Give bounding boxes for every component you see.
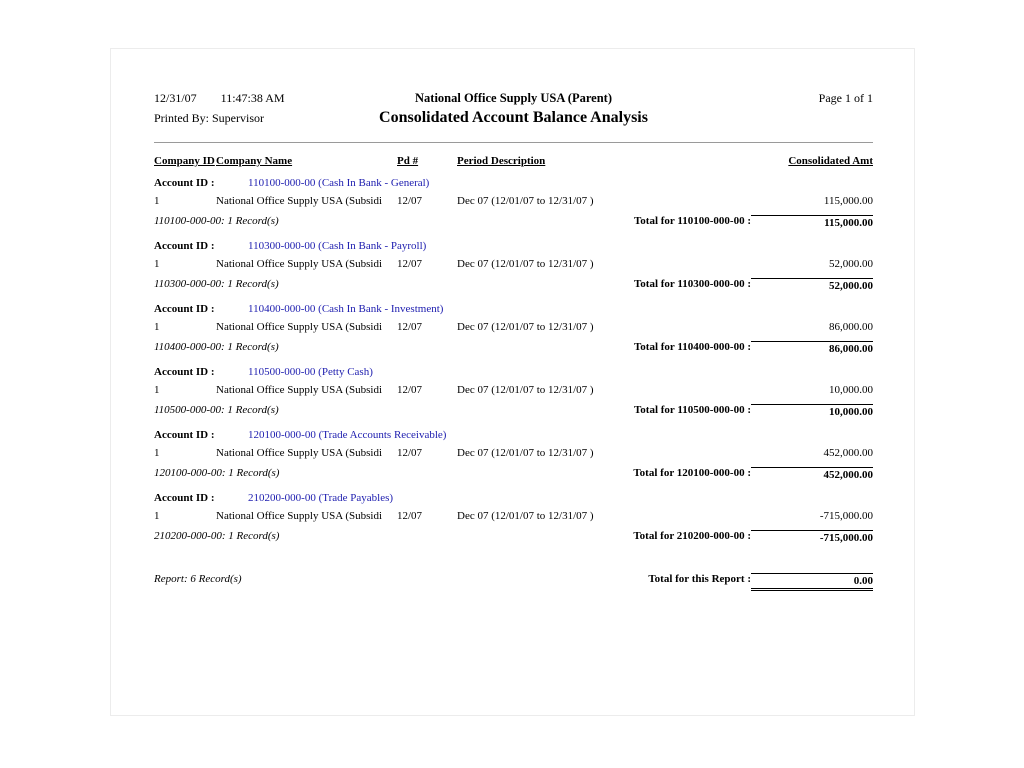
cell-company-id: 1 <box>154 510 160 522</box>
account-id-line <box>154 429 873 445</box>
report-datetime <box>154 91 344 106</box>
account-group <box>154 429 873 486</box>
cell-pd: 12/07 <box>397 195 423 207</box>
account-id-value: 110100-000-00 (Cash In Bank - General) <box>248 177 430 189</box>
group-record-count: 110500-000-00: 1 Record(s) <box>154 404 279 416</box>
cell-pd: 12/07 <box>397 258 423 270</box>
account-groups <box>154 177 873 549</box>
group-total-row <box>154 215 873 234</box>
cell-company-name: National Office Supply USA (Subsidi <box>216 195 383 207</box>
group-total-amount: 452,000.00 <box>751 467 873 481</box>
group-total-row <box>154 278 873 297</box>
account-id-label: Account ID : <box>154 240 215 252</box>
cell-period-description: Dec 07 (12/01/07 to 12/31/07 ) <box>457 195 594 207</box>
column-headers <box>154 155 873 171</box>
cell-company-id: 1 <box>154 258 160 270</box>
account-id-line <box>154 240 873 256</box>
col-header-period-description: Period Description <box>457 155 546 167</box>
report-content <box>154 91 873 591</box>
account-group <box>154 177 873 234</box>
cell-period-description: Dec 07 (12/01/07 to 12/31/07 ) <box>457 510 594 522</box>
group-total-row <box>154 530 873 549</box>
cell-company-id: 1 <box>154 384 160 396</box>
group-total-label: Total for 110400-000-00 : <box>633 341 751 353</box>
group-record-count: 110100-000-00: 1 Record(s) <box>154 215 279 227</box>
cell-pd: 12/07 <box>397 447 423 459</box>
account-id-value: 110300-000-00 (Cash In Bank - Payroll) <box>248 240 427 252</box>
cell-consolidated-amt: 452,000.00 <box>823 447 873 459</box>
account-id-line <box>154 366 873 382</box>
col-header-company-name: Company Name <box>216 155 293 167</box>
group-record-count: 210200-000-00: 1 Record(s) <box>154 530 280 542</box>
group-record-count: 110300-000-00: 1 Record(s) <box>154 278 279 290</box>
cell-company-id: 1 <box>154 447 160 459</box>
group-total-row <box>154 404 873 423</box>
cell-consolidated-amt: -715,000.00 <box>819 510 873 522</box>
account-id-value: 110400-000-00 (Cash In Bank - Investment) <box>248 303 444 315</box>
col-header-consolidated-amt: Consolidated Amt <box>788 155 873 167</box>
group-total-amount: 115,000.00 <box>751 215 873 229</box>
cell-consolidated-amt: 10,000.00 <box>829 384 873 396</box>
account-group <box>154 303 873 360</box>
cell-pd: 12/07 <box>397 384 423 396</box>
table-row <box>154 384 873 401</box>
account-id-value: 110500-000-00 (Petty Cash) <box>248 366 373 378</box>
cell-company-id: 1 <box>154 321 160 333</box>
account-id-value: 210200-000-00 (Trade Payables) <box>248 492 394 504</box>
group-total-label: Total for 210200-000-00 : <box>633 530 751 542</box>
group-total-label: Total for 110300-000-00 : <box>633 278 751 290</box>
cell-period-description: Dec 07 (12/01/07 to 12/31/07 ) <box>457 321 594 333</box>
cell-period-description: Dec 07 (12/01/07 to 12/31/07 ) <box>457 258 594 270</box>
group-record-count: 110400-000-00: 1 Record(s) <box>154 341 279 353</box>
cell-period-description: Dec 07 (12/01/07 to 12/31/07 ) <box>457 447 594 459</box>
cell-company-name: National Office Supply USA (Subsidi <box>216 321 383 333</box>
cell-company-id: 1 <box>154 195 160 207</box>
cell-pd: 12/07 <box>397 321 423 333</box>
cell-company-name: National Office Supply USA (Subsidi <box>216 447 383 459</box>
group-total-amount: 86,000.00 <box>751 341 873 355</box>
cell-consolidated-amt: 115,000.00 <box>823 195 873 207</box>
group-total-label: Total for 110500-000-00 : <box>633 404 751 416</box>
cell-company-name: National Office Supply USA (Subsidi <box>216 384 383 396</box>
table-row <box>154 321 873 338</box>
cell-consolidated-amt: 86,000.00 <box>829 321 873 333</box>
account-id-label: Account ID : <box>154 177 215 189</box>
cell-pd: 12/07 <box>397 510 423 522</box>
report-footer <box>154 573 873 591</box>
group-record-count: 120100-000-00: 1 Record(s) <box>154 467 280 479</box>
account-id-value: 120100-000-00 (Trade Accounts Receivable) <box>248 429 447 441</box>
report-total-label: Total for this Report : <box>648 573 751 585</box>
account-group <box>154 366 873 423</box>
report-title: Consolidated Account Balance Analysis <box>379 109 648 126</box>
header-divider <box>154 142 873 143</box>
account-id-line <box>154 303 873 319</box>
report-record-count: Report: 6 Record(s) <box>154 573 242 585</box>
report-total-amount: 0.00 <box>751 573 873 591</box>
cell-company-name: National Office Supply USA (Subsidi <box>216 510 383 522</box>
printed-by: Printed By: Supervisor <box>154 111 264 125</box>
table-row <box>154 510 873 527</box>
col-header-pd: Pd # <box>397 155 419 167</box>
account-group <box>154 492 873 549</box>
report-header-row-2 <box>154 109 873 135</box>
col-header-company-id: Company ID <box>154 155 215 167</box>
table-row <box>154 258 873 275</box>
group-total-row <box>154 467 873 486</box>
account-id-label: Account ID : <box>154 429 215 441</box>
table-row <box>154 447 873 464</box>
account-id-line <box>154 177 873 193</box>
group-total-label: Total for 110100-000-00 : <box>633 215 751 227</box>
group-total-amount: -715,000.00 <box>751 530 873 544</box>
account-group <box>154 240 873 297</box>
account-id-label: Account ID : <box>154 492 215 504</box>
group-total-amount: 10,000.00 <box>751 404 873 418</box>
account-id-label: Account ID : <box>154 366 215 378</box>
group-total-row <box>154 341 873 360</box>
cell-consolidated-amt: 52,000.00 <box>829 258 873 270</box>
report-page <box>110 48 915 716</box>
group-total-label: Total for 120100-000-00 : <box>633 467 751 479</box>
account-id-label: Account ID : <box>154 303 215 315</box>
cell-company-name: National Office Supply USA (Subsidi <box>216 258 383 270</box>
page-number: Page 1 of 1 <box>818 91 873 105</box>
group-total-amount: 52,000.00 <box>751 278 873 292</box>
report-header-row-1 <box>154 91 873 109</box>
report-company-title: National Office Supply USA (Parent) <box>415 91 612 105</box>
report-time: 11:47:38 AM <box>220 91 285 105</box>
cell-period-description: Dec 07 (12/01/07 to 12/31/07 ) <box>457 384 594 396</box>
report-date: 12/31/07 <box>154 91 197 105</box>
table-row <box>154 195 873 212</box>
account-id-line <box>154 492 873 508</box>
